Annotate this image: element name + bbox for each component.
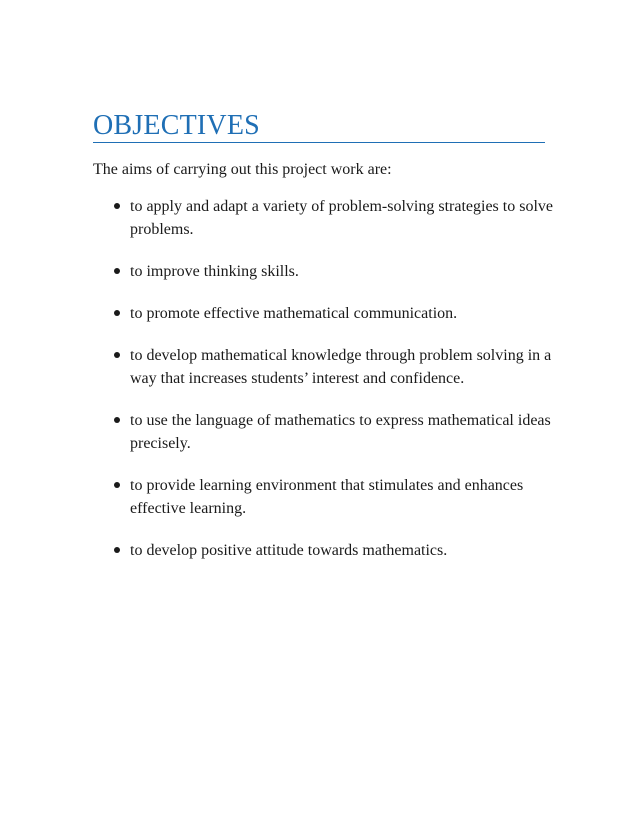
bullet-icon [114,203,120,209]
objective-item [114,302,554,325]
objective-text: to improve thinking skills. [130,263,299,280]
objective-text: to develop positive attitude towards mathematics. [130,542,448,559]
objective-item [114,539,554,562]
objectives-list [114,195,554,581]
objective-item [114,260,554,283]
objective-item [114,195,554,241]
objective-item [114,409,554,455]
objectives-heading [93,109,545,143]
objective-item [114,344,554,390]
objective-item [114,474,554,520]
bullet-icon [114,310,120,316]
objective-text: to use the language of mathematics to express mathematical ideas precisely. [130,412,551,452]
bullet-icon [114,268,120,274]
bullet-icon [114,417,120,423]
bullet-icon [114,352,120,358]
objective-text: to provide learning environment that stimulates and enhances effective learning. [130,477,524,517]
objective-text: to promote effective mathematical communication. [130,305,458,322]
heading-title: OBJECTIVES [93,110,260,141]
objective-text: to develop mathematical knowledge through problem solving in a way that increases students’ interest and confidence. [130,347,552,387]
bullet-icon [114,547,120,553]
objective-text: to apply and adapt a variety of problem-solving strategies to solve problems. [130,198,553,238]
bullet-icon [114,482,120,488]
intro-text: The aims of carrying out this project work are: [93,161,392,178]
